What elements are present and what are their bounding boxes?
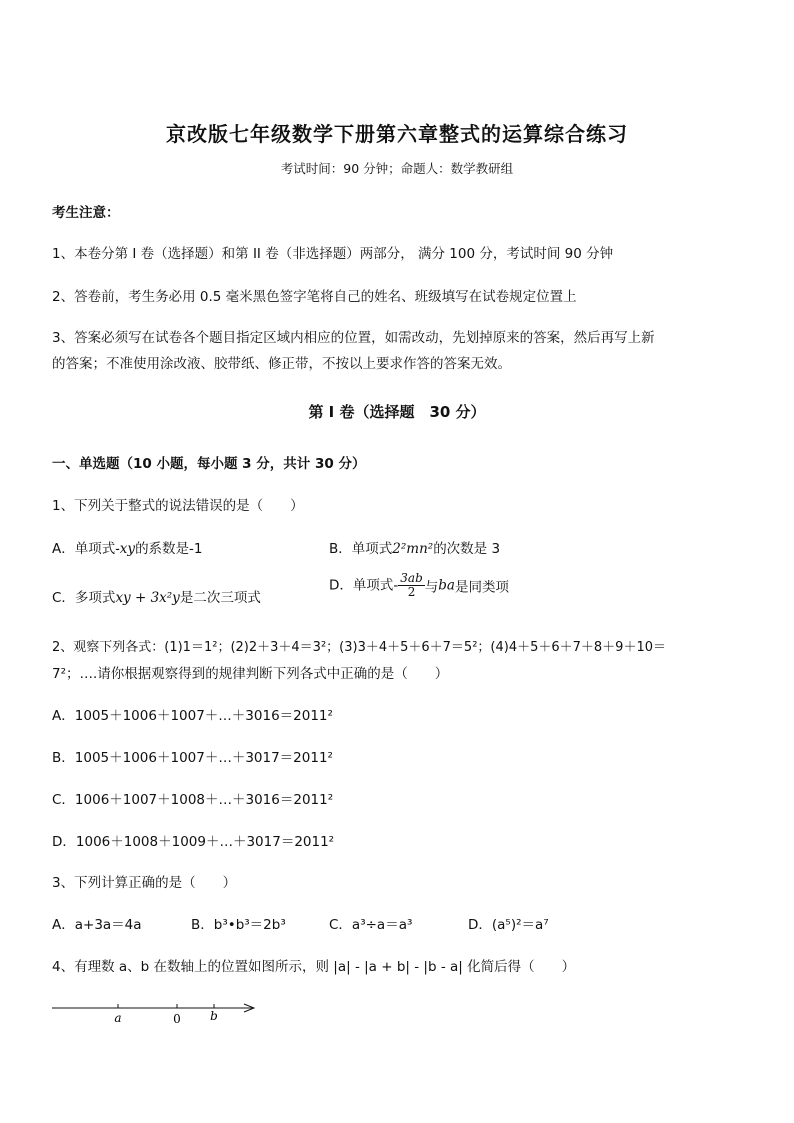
notice-item-1: 1、本卷分第 I 卷（选择题）和第 II 卷（非选择题）两部分， 满分 100 分，考试时间 90 分钟 (52, 246, 614, 262)
q1-stem: 1、下列关于整式的说法错误的是（ ） (52, 498, 304, 514)
q1-a-post: 的系数是-1 (135, 541, 203, 557)
q2-stem-line2: 7²；….请你根据观察得到的规律判断下列各式中正确的是（ ） (52, 666, 449, 682)
part1-title: 第 I 卷（选择题 30 分） (308, 403, 486, 421)
axis-label-zero: 0 (173, 1012, 181, 1026)
q2-option-b: B．1005＋1006＋1007＋…＋3017＝2011² (52, 750, 333, 766)
q1-option-c (52, 586, 261, 606)
q3-option-a: A．a+3a＝4a (52, 917, 142, 933)
q3-option-b: B．b³•b³＝2b³ (191, 917, 286, 933)
page-title: 京改版七年级数学下册第六章整式的运算综合练习 (166, 122, 628, 146)
q1-c-post: 是二次三项式 (179, 590, 261, 606)
q1-a-pre: A．单项式 (52, 541, 116, 557)
q1-d-denominator: 2 (407, 585, 416, 599)
q1-b-expr: 2²mn² (392, 541, 434, 557)
exam-info: 考试时间：90 分钟；命题人：数学教研组 (280, 161, 514, 176)
axis-label-b: b (210, 1009, 218, 1023)
q2-option-d: D．1006＋1008＋1009＋…＋3017＝2011² (52, 834, 335, 850)
q1-b-pre: B．单项式 (329, 541, 393, 557)
q1-b-post: 的次数是 3 (433, 541, 501, 557)
q2-option-a: A．1005＋1006＋1007＋…＋3016＝2011² (52, 708, 333, 724)
number-line (0, 995, 300, 1030)
notice-heading: 考生注意： (52, 205, 120, 221)
q1-option-a (52, 537, 203, 557)
q1-d-fraction (398, 572, 424, 599)
q1-d-mid: 与 (424, 579, 439, 596)
q1-c-pre: C．多项式 (52, 590, 116, 606)
q3-option-d: D．(a⁵)²＝a⁷ (468, 917, 549, 933)
q2-option-c: C．1006＋1007＋1008＋…＋3016＝2011² (52, 792, 334, 808)
axis-label-a: a (114, 1011, 122, 1025)
q3-stem: 3、下列计算正确的是（ ） (52, 875, 237, 891)
q1-d-post: 是同类项 (454, 579, 509, 596)
q1-d-numerator: 3ab (400, 571, 423, 585)
q1-a-expr: -xy (115, 541, 136, 557)
notice-item-3: 3、答案必须写在试卷各个题目指定区域内相应的位置，如需改动，先划掉原来的答案，然后再写上新 (52, 330, 655, 346)
q3-option-c: C．a³÷a＝a³ (329, 917, 413, 933)
q2-stem-line1: 2、观察下列各式：(1)1＝1²；(2)2＋3＋4＝3²；(3)3＋4＋5＋6＋7＝5²；(4)4＋5＋6＋7＋8＋9＋10＝ (52, 640, 666, 655)
notice-item-2: 2、答卷前，考生务必用 0.5 毫米黑色签字笔将自己的姓名、班级填写在试卷规定位置上 (52, 289, 577, 305)
q1-c-expr: xy + 3x²y (115, 590, 180, 606)
q1-d-pre: D．单项式 (329, 577, 394, 594)
q1-option-b (329, 537, 500, 557)
q1-option-d: D．单项式- $\frac{3ab}{2}$ 与ba是同类项 (329, 571, 509, 599)
q1-d-expr: ba (438, 577, 455, 594)
q4-stem: 4、有理数 a、b 在数轴上的位置如图所示，则 |a| - |a + b| - |b - a| 化简后得（ ） (52, 959, 576, 975)
notice-item-3-cont: 的答案；不准使用涂改液、胶带纸、修正带，不按以上要求作答的答案无效。 (52, 356, 511, 372)
section-heading: 一、单选题（10 小题，每小题 3 分，共计 30 分） (52, 456, 366, 472)
